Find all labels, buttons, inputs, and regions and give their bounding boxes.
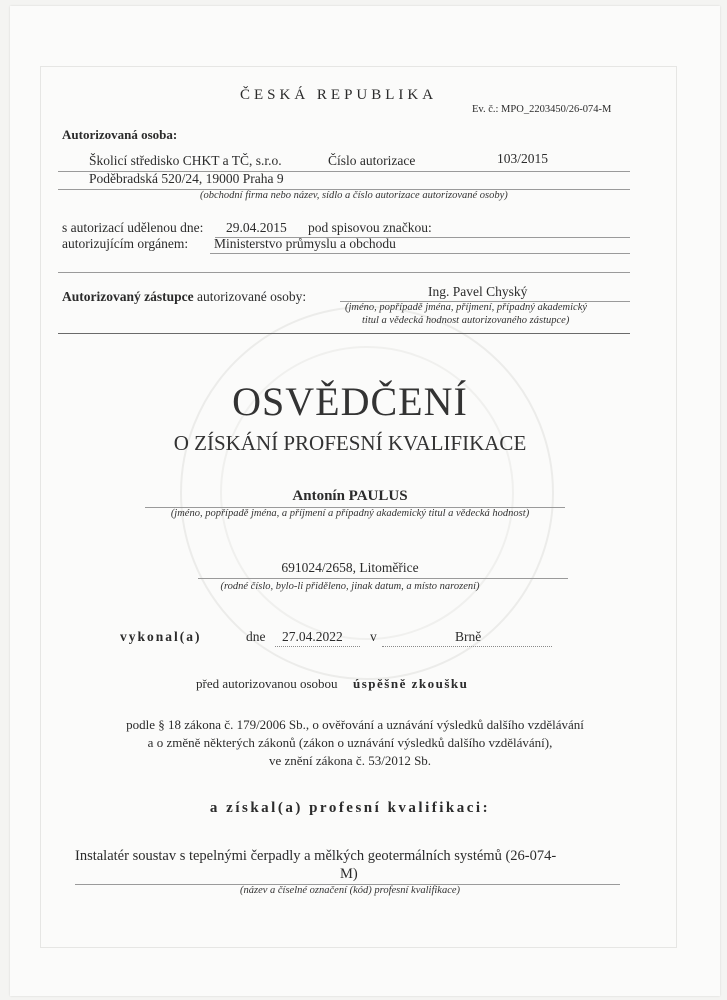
representative-name: Ing. Pavel Chyský [428,284,528,299]
evidence-number: Ev. č.: MPO_2203450/26-074-M [472,104,612,115]
holder-birth: 691024/2658, Litoměřice [281,560,419,575]
granted-date: 29.04.2015 [226,220,287,235]
exam-date-label: dne [246,629,266,644]
organ-name: Ministerstvo průmyslu a obchodu [214,236,396,251]
qualification-name-line-1: Instalatér soustav s tepelnými čerpadly a mělkých geotermálních systémů (26-074- [75,848,557,864]
law-line-2: a o změně některých zákonů (zákon o uznávání výsledků dalšího vzdělávání), [147,735,553,750]
exam-date: 27.04.2022 [282,629,343,644]
authorization-number: 103/2015 [497,151,549,166]
authorized-person-address: Poděbradská 520/24, 19000 Praha 9 [89,171,284,186]
representative-caption-2: titul a vědecká hodnost autorizovaného zástupce) [362,315,570,326]
certificate-title: OSVĚDČENÍ [232,379,468,424]
qualification-heading: a získal(a) profesní kvalifikaci: [209,800,491,816]
section-divider [58,333,630,334]
representative-label-rest: autorizované osoby: [197,289,307,304]
organ-underline [210,253,630,254]
representative-caption-1: (jméno, popřípadě jména, příjmení, případný akademický [345,302,588,313]
exam-result: úspěšně zkoušku [353,676,469,691]
authorized-person-caption: (obchodní firma nebo název, sídlo a číslo autorizace autorizované osoby) [200,190,508,201]
blank-underline [58,272,630,273]
granted-label: s autorizací udělenou dne: [62,220,204,235]
qualification-name-line-2: M) [340,866,358,882]
law-line-3: ve znění zákona č. 53/2012 Sb. [268,753,432,768]
holder-name-caption: (jméno, popřípadě jména, a příjmení a případný akademický titul a vědecká hodnost) [170,508,530,519]
authorized-person-name: Školicí středisko CHKT a TČ, s.r.o. [89,153,282,168]
exam-place-label: v [370,629,377,644]
country-heading: ČESKÁ REPUBLIKA [240,87,438,103]
authorization-number-label: Číslo autorizace [328,153,416,168]
exam-place-underline [382,646,552,647]
exam-place: Brně [455,629,482,644]
exam-before-text: před autorizovanou osobou [196,676,338,691]
holder-birth-caption: (rodné číslo, bylo-li přiděleno, jinak datum, a místo narození) [220,581,480,592]
holder-name: Antonín PAULUS [292,488,408,504]
certificate-subtitle: O ZÍSKÁNÍ PROFESNÍ KVALIFIKACE [173,431,527,455]
file-number-label: pod spisovou značkou: [308,220,432,235]
law-line-1: podle § 18 zákona č. 179/2006 Sb., o ověřování a uznávání výsledků dalšího vzdělávání [126,717,584,732]
qualification-caption: (název a číselné označení (kód) profesní kvalifikace) [239,885,461,896]
authorized-person-label: Autorizovaná osoba: [62,127,178,142]
representative-label-bold: Autorizovaný zástupce [62,289,194,304]
exam-performed-label: vykonal(a) [120,629,202,644]
organ-label: autorizujícím orgánem: [62,236,189,251]
exam-date-underline [275,646,360,647]
representative-label [62,289,306,305]
holder-birth-underline [198,578,568,579]
